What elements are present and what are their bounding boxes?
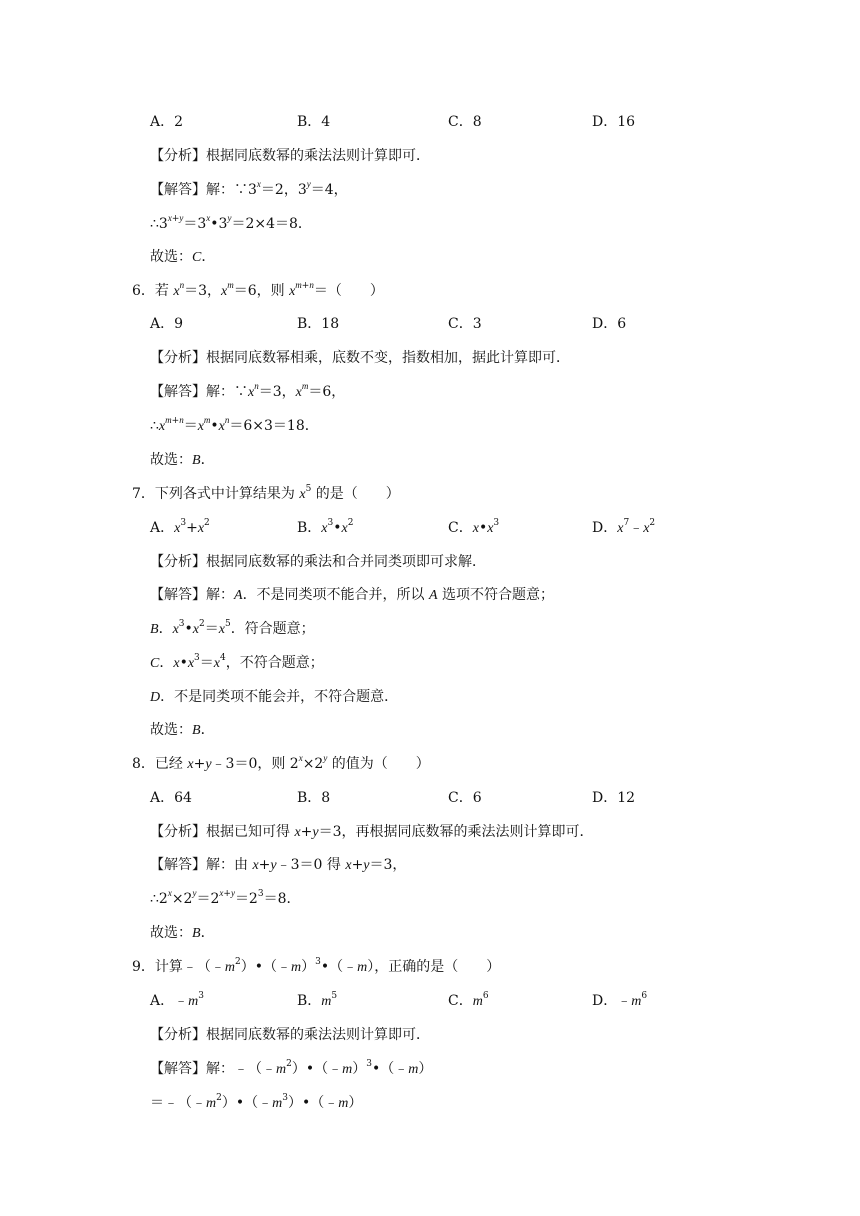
q7-option-a: A．$x^3+x^2$: [150, 518, 210, 536]
q8-option-d: D．12: [592, 790, 636, 806]
q7-answer: 故选：B．: [150, 722, 215, 738]
q7-solution-2: B．$x^3•x^2=x^5$．符合题意；: [150, 619, 315, 637]
q8-option-b: B．8: [297, 790, 331, 806]
q6-analysis: 【分析】根据同底数幂相乘，底数不变，指数相加，据此计算即可．: [150, 350, 570, 366]
q9-option-a: A．$﹣m^3$: [150, 991, 204, 1009]
q7-solution-4: D．不是同类项不能会并，不符合题意．: [150, 689, 399, 705]
q6-solution-1: 【解答】解：$\because x^n=3$，$x^m=6$，: [150, 381, 346, 400]
q8-answer: 故选：B．: [150, 925, 215, 941]
q8-option-c: C．6: [448, 790, 482, 806]
q9-option-c: C．$m^6$: [448, 991, 489, 1009]
q6-solution-2: $\therefore x^{m+n}=x^m•x^n=6\times 3=18$．: [150, 415, 319, 434]
q7-analysis: 【分析】根据同底数幂的乘法和合并同类项即可求解．: [150, 554, 486, 570]
q7-solution-1: 【解答】解：A．不是同类项不能合并，所以 A 选项不符合题意；: [150, 587, 555, 603]
q5-analysis: 【分析】根据同底数幂的乘法法则计算即可．: [150, 148, 430, 164]
q7-option-b: B．$x^3•x^2$: [297, 518, 354, 536]
q5-answer: 故选：C．: [150, 249, 216, 265]
q9-solution-1: 【解答】解：$﹣(﹣m^2)•(﹣m)^3•(﹣m)$: [150, 1059, 433, 1077]
q9-option-b: B．$m^5$: [297, 991, 338, 1009]
q9-question: 9．计算$﹣(﹣m^2)•(﹣m)^3•(﹣m)$，正确的是（ ）: [132, 957, 501, 975]
q6-answer: 故选：B．: [150, 452, 215, 468]
q7-question: 7．下列各式中计算结果为 $x^5$ 的是（ ）: [132, 484, 400, 502]
q6-option-a: A．9: [150, 316, 184, 332]
q6-option-b: B．18: [297, 316, 340, 332]
q7-option-c: C．$x•x^3$: [448, 518, 500, 536]
q9-option-d: D．$﹣m^6$: [592, 991, 648, 1009]
q7-solution-3: C．$x•x^3=x^4$，不符合题意；: [150, 653, 324, 671]
q5-option-b: B．4: [297, 114, 331, 130]
q6-option-d: D．6: [592, 316, 627, 332]
q7-option-d: D．$x^7﹣x^2$: [592, 518, 656, 536]
q6-question: 6．若 $x^n=3$，$x^m=6$，则 $x^{m+n}=$（ ）: [132, 280, 384, 299]
q5-option-a: A．2: [150, 114, 184, 130]
q8-question: 8．已经 x+y﹣3＝0，则 $2^x\times 2^y$ 的值为（ ）: [132, 753, 430, 772]
q8-solution-1: 【解答】解：由 x+y﹣3＝0 得 x+y＝3，: [150, 857, 407, 873]
q9-analysis: 【分析】根据同底数幂的乘法法则计算即可．: [150, 1027, 430, 1043]
q5-option-d: D．16: [592, 114, 636, 130]
q6-option-c: C．3: [448, 316, 482, 332]
q5-solution-2: $\therefore 3^{x+y}=3^x•3^y=2\times 4=8$．: [150, 213, 312, 232]
q9-solution-2: $=﹣(﹣m^2)•(﹣m^3)•(﹣m)$: [150, 1093, 363, 1111]
q8-option-a: A．64: [150, 790, 192, 806]
q5-solution-1: 【解答】解：$\because 3^x=2$，$3^y=4$，: [150, 179, 348, 198]
q8-analysis: 【分析】根据已知可得 x+y＝3，再根据同底数幂的乘法法则计算即可．: [150, 824, 594, 840]
q5-option-c: C．8: [448, 114, 482, 130]
q8-solution-2: $\therefore 2^x\times 2^y=2^{x+y}=2^3=8$．: [150, 888, 301, 907]
